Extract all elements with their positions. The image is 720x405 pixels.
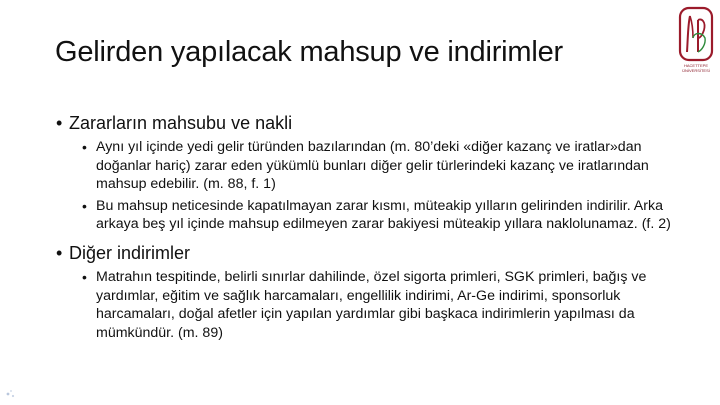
sub-bullet: • Matrahın tespitinde, belirli sınırlar dahilinde, özel sigorta primleri, SGK primleri, bağış ve yardımlar, eğitim ve sağlık harcamaları, engellilik indirimi, Ar-Ge indirimi, sponsorluk harcamaları, doğal afetler için yapılan yardımlar gibi başkaca indirimlerin yapılması da mümkündür. (m. 89) [56, 268, 686, 342]
bullet-heading: • Diğer indirimler [56, 242, 686, 264]
logo-caption: HACETTEPE ÜNİVERSİTESİ [682, 63, 710, 73]
sub-bullet: • Aynı yıl içinde yedi gelir türünden bazılarından (m. 80’deki «diğer kazanç ve iratlar»dan doğanlar hariç) zarar eden yükümlü bunları diğer gelir türlerindeki kazanç ve iratlarından mahsup edebilir. (m. 88, f. 1) [56, 138, 686, 194]
bullet-heading: • Zararların mahsubu ve nakli [56, 112, 686, 134]
decorative-corner-icon [4, 386, 18, 400]
slide-title: Gelirden yapılacak mahsup ve indirimler [55, 36, 563, 68]
slide-content [56, 112, 686, 342]
sub-bullet: • Bu mahsup neticesinde kapatılmayan zarar kısmı, müteakip yılların gelirinden indirilir. Arka arkaya beş yıl içinde mahsup edilmeyen zarar bakiyesi müteakip yıllara naklolunamaz. (f. 2) [56, 197, 686, 234]
